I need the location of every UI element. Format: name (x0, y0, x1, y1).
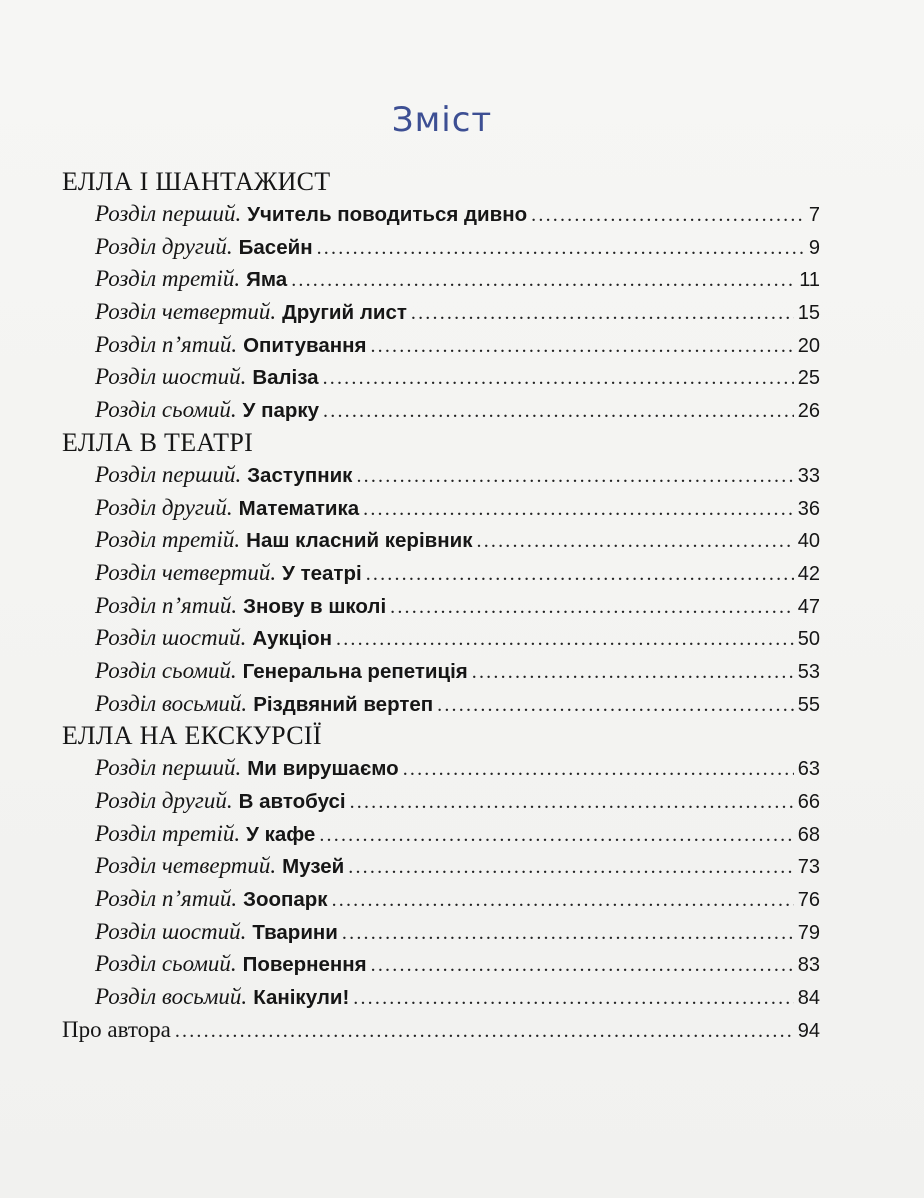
page-number: 53 (797, 660, 820, 683)
page-number: 20 (797, 334, 820, 357)
part-heading: ЕЛЛА І ШАНТАЖИСТ (62, 167, 331, 196)
chapter-label: Розділ п’ятий. (95, 886, 238, 912)
chapter-title: Математика (238, 496, 360, 520)
chapter-label: Розділ четвертий. (95, 559, 277, 585)
dot-leader (323, 395, 794, 428)
toc-entry[interactable] (62, 557, 820, 590)
dot-leader (332, 884, 794, 917)
page-number: 68 (797, 823, 820, 846)
chapter-title: Зоопарк (243, 888, 328, 912)
chapter-label: Розділ другий. (95, 494, 233, 520)
toc-entry[interactable] (62, 590, 820, 623)
page-number: 7 (808, 204, 820, 226)
table-of-contents (62, 166, 820, 1047)
chapter-title: Канікули! (253, 986, 350, 1010)
dot-leader (317, 232, 805, 265)
chapter-title: У парку (242, 399, 320, 423)
toc-entry[interactable] (62, 296, 820, 329)
chapter-label: Розділ перший. (95, 755, 242, 781)
page-number: 50 (797, 628, 820, 651)
chapter-label: Розділ четвертий. (95, 853, 277, 879)
chapter-label: Розділ третій. (95, 820, 241, 846)
chapter-label: Розділ п’ятий. (95, 331, 238, 357)
dot-leader (348, 851, 793, 884)
page-number: 79 (797, 921, 820, 944)
dot-leader (175, 1015, 794, 1048)
page-number: 83 (797, 954, 820, 977)
dot-leader (319, 819, 793, 852)
toc-entry[interactable] (62, 688, 820, 721)
toc-entry-about-author[interactable] (62, 1014, 820, 1047)
toc-entry[interactable] (62, 883, 820, 916)
page-number: 25 (797, 367, 820, 390)
toc-entry[interactable] (62, 492, 820, 525)
chapter-label: Розділ перший. (95, 201, 242, 226)
chapter-label: Розділ третій. (95, 527, 241, 553)
page-number: 84 (797, 987, 820, 1010)
dot-leader (366, 558, 794, 591)
toc-entry[interactable] (62, 329, 820, 362)
chapter-title: Опитування (243, 333, 367, 357)
chapter-label: Розділ шостий. (95, 625, 247, 651)
dot-leader (370, 330, 793, 363)
chapter-title: Басейн (238, 235, 313, 259)
dot-leader (336, 623, 794, 656)
toc-entry[interactable] (62, 752, 820, 785)
dot-leader (531, 199, 805, 232)
page-number: 36 (797, 497, 820, 520)
dot-leader (477, 525, 794, 558)
chapter-label: Розділ четвертий. (95, 299, 277, 325)
chapter-title: Учитель поводиться дивно (247, 203, 528, 226)
page-number: 63 (797, 758, 820, 781)
toc-entry[interactable] (62, 459, 820, 492)
chapter-title: Яма (246, 268, 288, 292)
chapter-title: Різдвяний вертеп (253, 692, 434, 716)
toc-entry[interactable] (62, 198, 820, 231)
toc-entry[interactable] (62, 622, 820, 655)
chapter-label: Розділ шостий. (95, 364, 247, 390)
chapter-label: Розділ сьомий. (95, 951, 237, 977)
toc-entry[interactable] (62, 981, 820, 1014)
chapter-title: У кафе (246, 822, 316, 846)
chapter-title: Тварини (252, 920, 338, 944)
chapter-label: Розділ перший. (95, 461, 242, 487)
chapter-label: Розділ другий. (95, 233, 233, 259)
page-number: 26 (797, 400, 820, 423)
chapter-title: Музей (282, 855, 345, 879)
toc-entry[interactable] (62, 818, 820, 851)
toc-entry[interactable] (62, 263, 820, 296)
dot-leader (472, 656, 794, 689)
chapter-title: В автобусі (238, 790, 346, 813)
chapter-title: У театрі (282, 561, 362, 585)
toc-entry[interactable] (62, 394, 820, 427)
dot-leader (350, 786, 794, 819)
chapter-label: Розділ восьмий. (95, 690, 248, 716)
page-number: 76 (797, 889, 820, 912)
chapter-label: Розділ сьомий. (95, 657, 237, 683)
part-heading: ЕЛЛА НА ЕКСКУРСІЇ (62, 721, 322, 751)
toc-entry[interactable] (62, 361, 820, 394)
dot-leader (390, 591, 794, 624)
dot-leader (353, 982, 793, 1015)
toc-entry[interactable] (62, 785, 820, 818)
page-title: Зміст (391, 100, 493, 140)
page-number: 42 (797, 562, 820, 585)
chapter-title: Заступник (247, 463, 353, 487)
dot-leader (363, 493, 794, 526)
page-number: 55 (797, 693, 820, 716)
chapter-title: Знову в школі (243, 594, 387, 618)
chapter-title: Повернення (242, 953, 367, 977)
dot-leader (323, 362, 794, 395)
chapter-title: Другий лист (282, 301, 407, 325)
toc-entry[interactable] (62, 524, 820, 557)
page-number: 33 (797, 464, 820, 487)
page-number: 15 (797, 302, 820, 325)
dot-leader (403, 753, 794, 786)
page-number: 47 (797, 595, 820, 618)
toc-entry[interactable] (62, 850, 820, 883)
dot-leader (371, 949, 794, 982)
chapter-title: Аукціон (252, 627, 332, 651)
dot-leader (356, 460, 793, 493)
page-number: 73 (797, 856, 820, 879)
dot-leader (342, 917, 794, 950)
page-number: 66 (797, 791, 820, 813)
dot-leader (411, 297, 794, 330)
toc-entry[interactable] (62, 231, 820, 264)
toc-entry[interactable] (62, 916, 820, 949)
chapter-title: Валіза (252, 366, 319, 390)
dot-leader (291, 264, 795, 297)
about-author-title: Про автора (62, 1016, 171, 1042)
toc-entry[interactable] (62, 655, 820, 688)
chapter-label: Розділ шостий. (95, 918, 247, 944)
chapter-label: Розділ сьомий. (95, 397, 237, 423)
chapter-label: Розділ другий. (95, 788, 233, 813)
chapter-label: Розділ восьмий. (95, 984, 248, 1010)
chapter-title: Ми вирушаємо (247, 757, 399, 781)
page-number: 9 (808, 236, 820, 259)
chapter-title: Наш класний керівник (246, 529, 473, 553)
chapter-label: Розділ третій. (95, 266, 241, 292)
dot-leader (437, 689, 794, 722)
part-heading: ЕЛЛА В ТЕАТРІ (62, 427, 254, 457)
page-number: 11 (799, 269, 820, 292)
toc-entry[interactable] (62, 948, 820, 981)
chapter-title: Генеральна репетиція (242, 659, 468, 683)
page-number: 94 (797, 1019, 820, 1042)
page-number: 40 (797, 530, 820, 553)
chapter-label: Розділ п’ятий. (95, 592, 238, 618)
